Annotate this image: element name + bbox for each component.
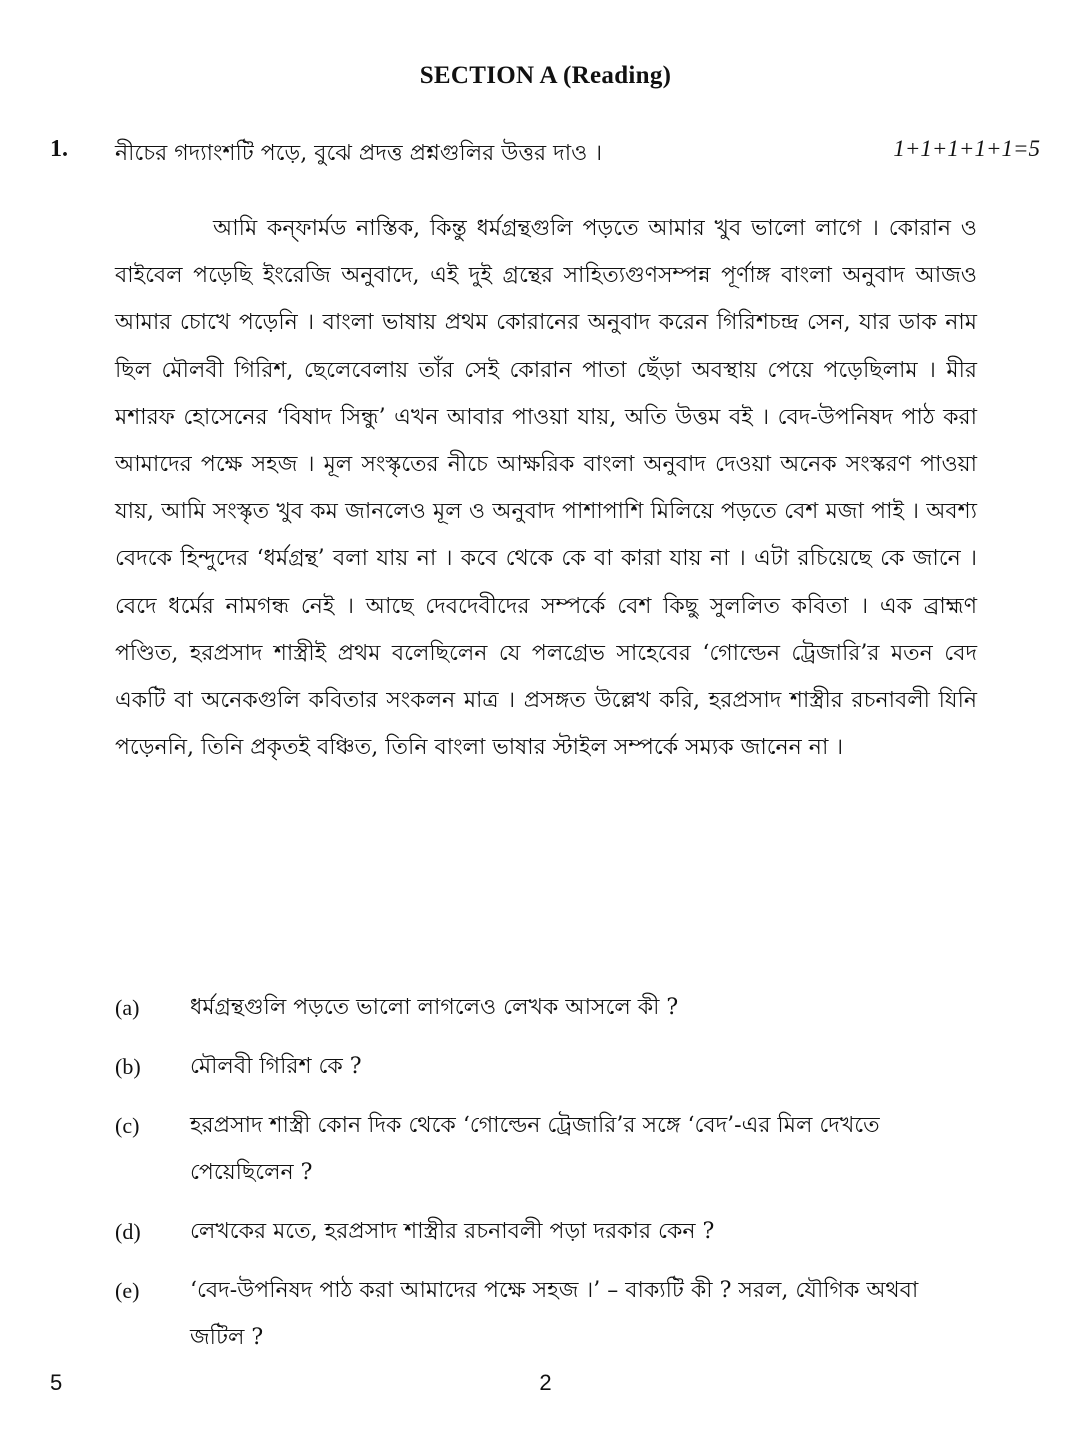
paper-code: 5 bbox=[50, 1370, 63, 1395]
subquestion-text: ‘বেদ-উপনিষদ পাঠ করা আমাদের পক্ষে সহজ ।’ – বাক্যটি কী ? সরল, যৌগিক অথবা জটিল ? bbox=[190, 1278, 919, 1350]
subquestion-c bbox=[115, 1102, 977, 1196]
subquestion-label: (d) bbox=[115, 1219, 141, 1244]
subquestion-text: ধর্মগ্রন্থগুলি পড়তে ভালো লাগলেও লেখক আসলে কী ? bbox=[190, 995, 679, 1020]
subquestion-text: হরপ্রসাদ শাস্ত্রী কোন দিক থেকে ‘গোল্ডেন ট্রেজারি’র সঙ্গে ‘বেদ’-এর মিল দেখতে পেয়েছিলেন ? bbox=[190, 1113, 880, 1185]
subquestion-label: (b) bbox=[115, 1054, 141, 1079]
subquestion-list bbox=[115, 984, 977, 1373]
subquestion-b bbox=[115, 1043, 977, 1090]
question-marks: 1+1+1+1+1=5 bbox=[893, 136, 1040, 161]
subquestion-label: (c) bbox=[115, 1113, 140, 1138]
reading-passage: আমি কন্‌ফার্মড নাস্তিক, কিন্তু ধর্মগ্রন্থগুলি পড়তে আমার খুব ভালো লাগে । কোরান ও বাইবেল পড়েছি ইংরেজি অনুবাদে, এই দুই গ্রন্থের সাহিত্যগুণসম্পন্ন পূর্ণাঙ্গ বাংলা অনুবাদ আজও আমার চোখে পড়েনি । বাংলা ভাষায় প্রথম কোরানের অনুবাদ করেন গিরিশচন্দ্র সেন, যার ডাক নাম ছিল মৌলবী গিরিশ, ছেলেবেলায় তাঁর সেই কোরান পাতা ছেঁড়া অবস্থায় পেয়ে পড়েছিলাম । মীর মশারফ হোসেনের ‘বিষাদ সিন্ধু’ এখন আবার পাওয়া যায়, অতি উত্তম বই । বেদ-উপনিষদ পাঠ করা আমাদের পক্ষে সহজ । মূল সংস্কৃতের নীচে আক্ষরিক বাংলা অনুবাদ দেওয়া অনেক সংস্করণ পাওয়া যায়, আমি সংস্কৃত খুব কম জানলেও মূল ও অনুবাদ পাশাপাশি মিলিয়ে পড়তে বেশ মজা পাই । অবশ্য বেদকে হিন্দুদের ‘ধর্মগ্রন্থ’ বলা যায় না । কবে থেকে কে বা কারা যায় না । এটা রচিয়েছে কে জানে । বেদে ধর্মের নামগন্ধ নেই । আছে দেবদেবীদের সম্পর্কে বেশ কিছু সুললিত কবিতা । এক ব্রাহ্মণ পণ্ডিত, হরপ্রসাদ শাস্ত্রীই প্রথম বলেছিলেন যে পলগ্রেভ সাহেবের ‘গোল্ডেন ট্রেজারি’র মতন বেদ একটি বা অনেকগুলি কবিতার সংকলন মাত্র । প্রসঙ্গত উল্লেখ করি, হরপ্রসাদ শাস্ত্রীর রচনাবলী যিনি পড়েননি, তিনি প্রকৃতই বঞ্চিত, তিনি বাংলা ভাষার স্টাইল সম্পর্কে সম্যক জানেন না । bbox=[115, 216, 978, 761]
subquestion-label: (e) bbox=[115, 1278, 140, 1303]
subquestion-a bbox=[115, 984, 977, 1031]
page-number: 2 bbox=[539, 1370, 552, 1395]
subquestion-d bbox=[115, 1208, 977, 1255]
question-header bbox=[50, 136, 1040, 172]
question-instruction: নীচের গদ্যাংশটি পড়ে, বুঝে প্রদত্ত প্রশ্নগুলির উত্তর দাও । bbox=[115, 141, 603, 166]
section-title: SECTION A (Reading) bbox=[419, 62, 672, 89]
question-number: 1. bbox=[50, 136, 68, 162]
subquestion-label: (a) bbox=[115, 995, 140, 1020]
subquestion-text: মৌলবী গিরিশ কে ? bbox=[190, 1054, 362, 1079]
subquestion-e bbox=[115, 1267, 977, 1361]
subquestion-text: লেখকের মতে, হরপ্রসাদ শাস্ত্রীর রচনাবলী পড়া দরকার কেন ? bbox=[190, 1219, 715, 1244]
